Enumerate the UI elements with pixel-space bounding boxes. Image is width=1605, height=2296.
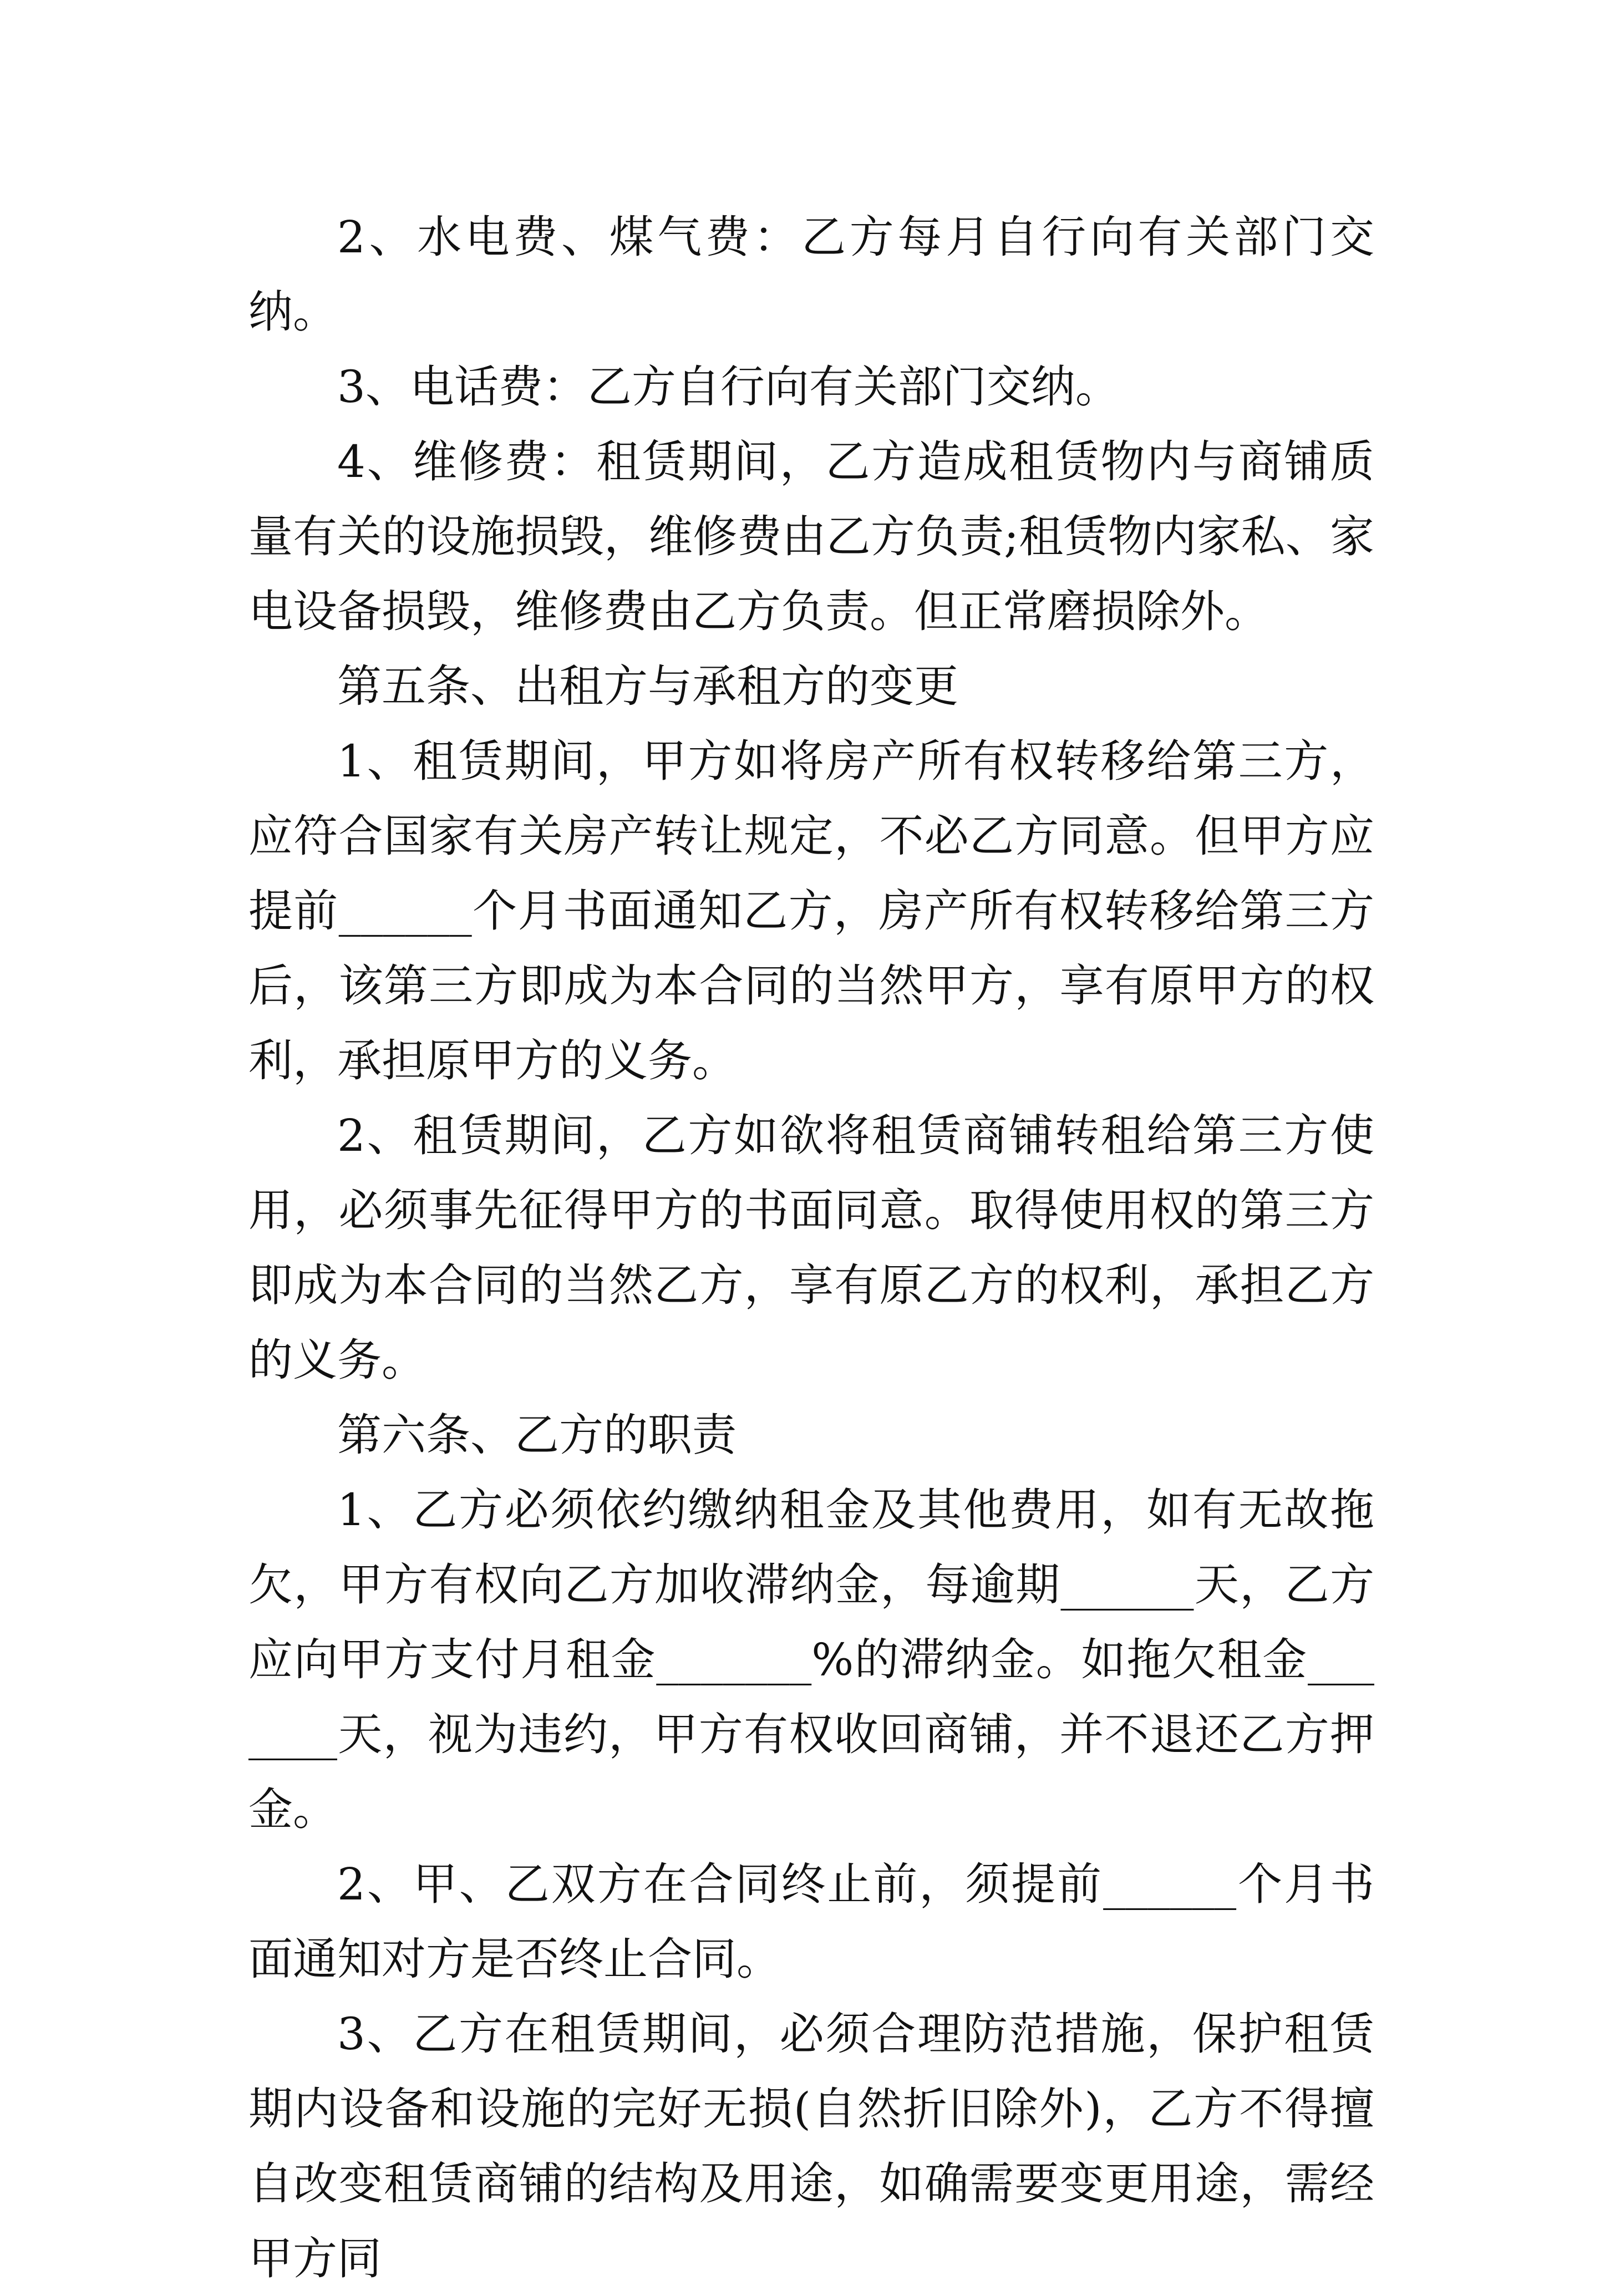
article-six-heading: 第六条、乙方的职责 xyxy=(337,1409,737,1461)
clause-termination-notice: 2、甲、乙双方在合同终止前，须提前______个月书面通知对方是否终止合同。 xyxy=(248,1858,1374,1985)
clause-lessee-sublet: 2、租赁期间，乙方如欲将租赁商铺转租给第三方使用，必须事先征得甲方的书面同意。取得使用权的第三方即成为本合同的当然乙方，享有原乙方的权利，承担乙方的义务。 xyxy=(248,1110,1374,1386)
clause-phone-fees: 3、电话费：乙方自行向有关部门交纳。 xyxy=(337,361,1120,413)
clause-premises-protection: 3、乙方在租赁期间，必须合理防范措施，保护租赁期内设备和设施的完好无损(自然折旧除外)，乙方不得擅自改变租赁商铺的结构及用途，如确需要变更用途，需经甲方同 xyxy=(248,2008,1374,2284)
clause-maintenance-fees: 4、维修费：租赁期间，乙方造成租赁物内与商铺质量有关的设施损毁，维修费由乙方负责;租赁物内家私、家电设备损毁，维修费由乙方负责。但正常磨损除外。 xyxy=(248,436,1374,637)
clause-rent-payment: 1、乙方必须依约缴纳租金及其他费用，如有无故拖欠，甲方有权向乙方加收滞纳金，每逾期______天，乙方应向甲方支付月租金_______%的滞纳金。如拖欠租金_______天，视为违约，甲方有权收回商铺，并不退还乙方押金。 xyxy=(248,1484,1374,1835)
article-five-heading: 第五条、出租方与承租方的变更 xyxy=(337,661,958,712)
clause-lessor-transfer: 1、租赁期间，甲方如将房产所有权转移给第三方，应符合国家有关房产转让规定，不必乙方同意。但甲方应提前______个月书面通知乙方，房产所有权转移给第三方后，该第三方即成为本合同的当然甲方，享有原甲方的权利，承担原甲方的义务。 xyxy=(248,735,1374,1086)
contract-body xyxy=(248,200,1374,2296)
clause-utility-fees: 2、水电费、煤气费：乙方每月自行向有关部门交纳。 xyxy=(248,211,1374,338)
